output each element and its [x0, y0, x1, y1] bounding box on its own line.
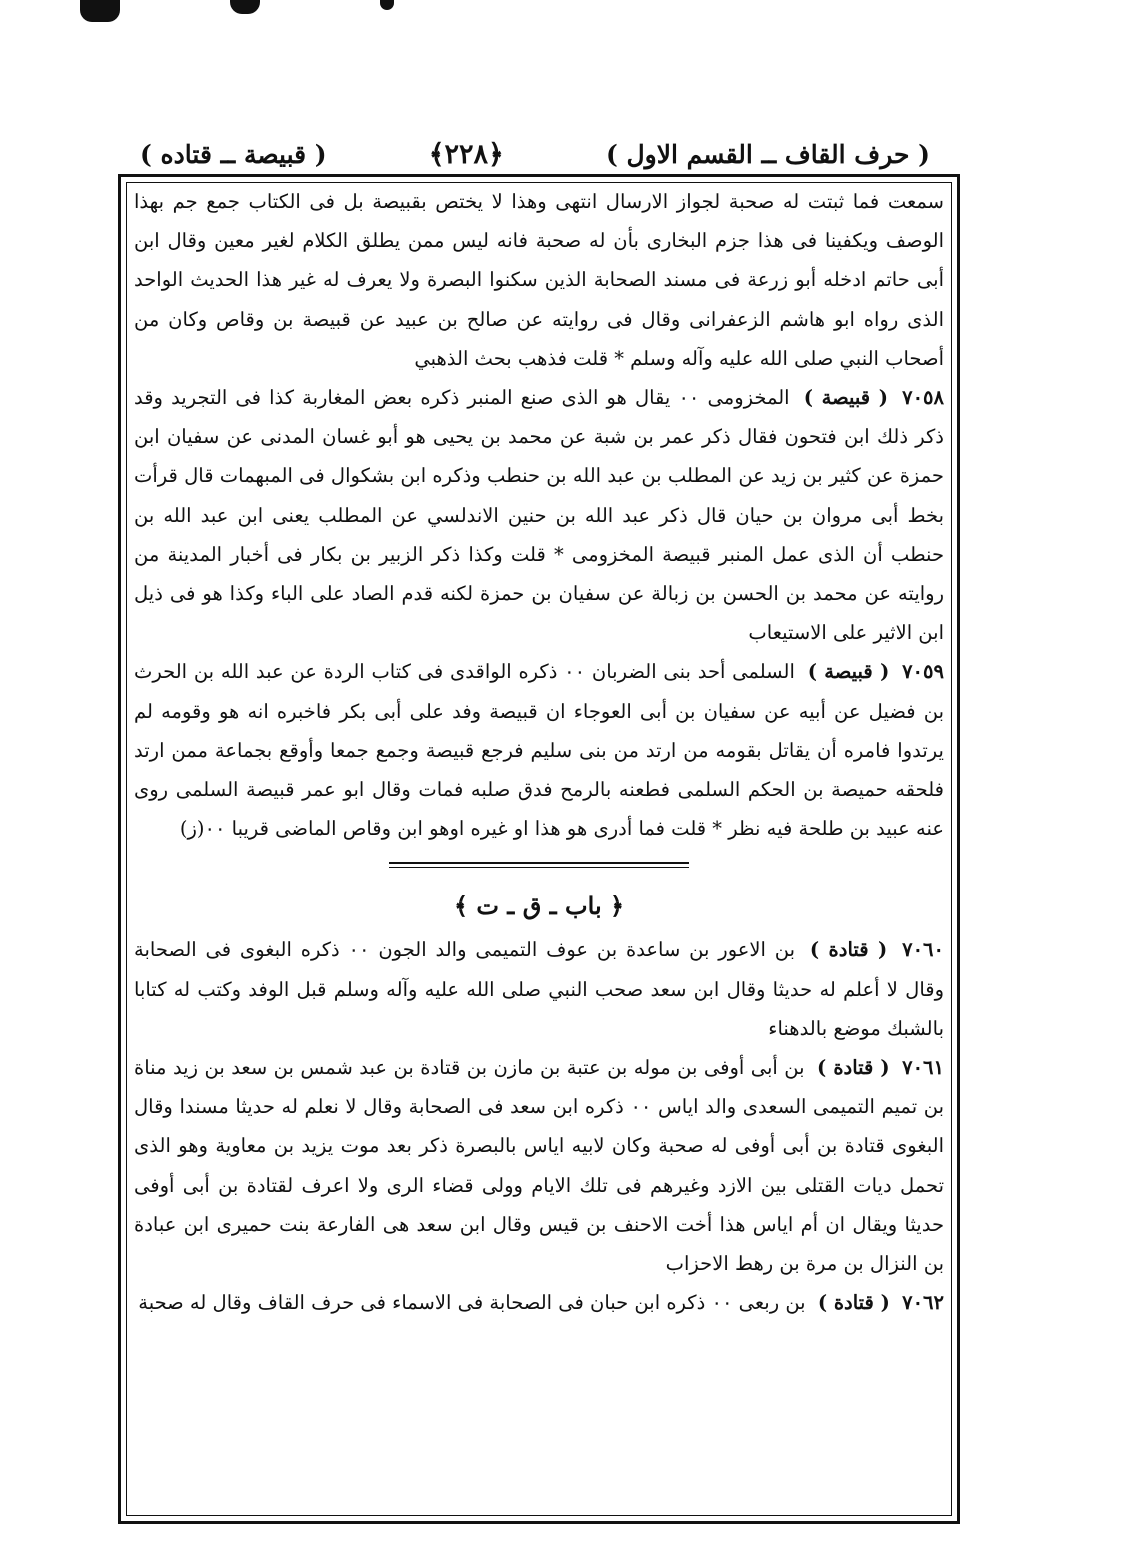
section-title: ﴿ باب ـ ق ـ ت ﴾: [453, 891, 625, 921]
continuation-paragraph: سمعت فما ثبتت له صحبة لجواز الارسال انتهى وهذا لا يختص بقبيصة بل فى الكتاب جمع جم بهذا الوصف ويكفينا فى هذا جزم البخارى بأن له صحبة فانه ليس ممن يطلق الكلام لغير معين وقال ابن أبى حاتم ادخله أبو زرعة فى مسند الصحابة الذين سكنوا البصرة ولا يعرف له غير هذا الحديث الواحد الذى رواه ابو هاشم الزعفرانى وقال فى روايته عن صالح بن عبيد عن قبيصة بن وقاص وكان من أصحاب النبي صلى الله عليه وآله وسلم * قلت فذهب بحث الذهبي: [134, 190, 944, 370]
entry-number: ٧٠٦١: [902, 1056, 945, 1080]
running-head-left: ( قبيصة ــ قتاده ): [140, 139, 327, 169]
page-body: [134, 182, 944, 1322]
ink-mark: [380, 0, 394, 10]
entry-headword: ( قبيصة ): [803, 386, 888, 410]
entry-headword: ( قتادة ): [817, 1291, 890, 1315]
entry-number: ٧٠٦٠: [902, 938, 945, 962]
entry-7059: [134, 652, 944, 848]
running-head-right: ( حرف القاف ــ القسم الاول ): [605, 139, 930, 169]
ink-mark: [230, 0, 260, 14]
entry-number: ٧٠٦٢: [902, 1291, 944, 1315]
entry-text: المخزومى ٠٠ يقال هو الذى صنع المنبر ذكره بعض المغاربة كذا فى التجريد وقد ذكر ذلك ابن فتحون فقال ذكر عمر بن شبة عن محمد بن يحيى هو أبو غسان المدنى عن سفيان ابن حمزة عن كثير بن زيد عن المطلب بن عبد الله بن حنطب وذكره ابن بشكوال فى المبهمات قال قرأت بخط أبى مروان بن حيان قال ذكر عبد الله بن حنين الاندلسي عن المطلب يعنى ابن عبد الله بن حنطب أن الذى عمل المنبر قبيصة المخزومى * قلت وكذا ذكر الزبير بن بكار فى أخبار المدينة من روايته عن محمد بن الحسن بن زبالة عن سفيان بن حمزة لكنه قدم الصاد على الباء وكذا هو فى ذيل ابن الاثير على الاستيعاب: [134, 386, 944, 645]
section-divider: [389, 862, 689, 868]
entry-text: بن أبى أوفى بن موله بن عتبة بن مازن بن قتادة بن عبد شمس بن سعد بن زيد مناة بن تميم التميمى السعدى والد اياس ٠٠ ذكره ابن سعد فى الصحابة وقال لا نعلم له حديثا مسندا وقال البغوى قتادة بن أبى أوفى له صحبة وكان لابيه اياس بالبصرة ذكر بعد موت يزيد بن معاوية وهو الذى تحمل ديات القتلى بين الازد وغيرهم فى تلك الايام وولى قضاء الرى ولا اعرف لقتادة بن أبى أوفى حديثا ويقال ان أم اياس هذا أخت الاحنف بن قيس وقال ابن سعد هى الفارعة بنت حميرى ابن عبادة بن النزال بن مرة بن رهط الاحزاب: [134, 1056, 944, 1276]
entry-headword: ( قتادة ): [817, 1056, 890, 1080]
entry-text: بن الاعور بن ساعدة بن عوف التميمى والد الجون ٠٠ ذكره البغوى فى الصحابة وقال لا أعلم له حديثا وقال ابن سعد صحب النبي صلى الله عليه وآله وسلم قبل الوفد وكتب له كتابا بالشبك موضع بالدهناء: [134, 938, 944, 1040]
page-number: ﴿٢٢٨﴾: [428, 138, 504, 170]
entry-number: ٧٠٥٨: [902, 386, 945, 410]
entry-7061: [134, 1048, 944, 1283]
entry-7062: [134, 1283, 944, 1322]
entry-headword: ( قبيصة ): [807, 660, 890, 684]
running-head: [140, 134, 930, 174]
entry-text: بن ربعى ٠٠ ذكره ابن حبان فى الصحابة فى الاسماء فى حرف القاف وقال له صحبة: [138, 1291, 806, 1315]
entry-headword: ( قتادة ): [809, 938, 888, 962]
ink-mark: [80, 0, 120, 22]
entry-7058: [134, 378, 944, 652]
entry-7060: [134, 930, 944, 1048]
entry-number: ٧٠٥٩: [902, 660, 944, 684]
entry-text: السلمى أحد بنى الضربان ٠٠ ذكره الواقدى فى كتاب الردة عن عبد الله بن الحرث بن فضيل عن أبيه عن سفيان بن أبى العوجاء ان قبيصة وفد على أبى بكر فاخبره انه هو وقومه لم يرتدوا فامره أن يقاتل بقومه من ارتد من بنى سليم فرجع قبيصة وجمع جمعا وأوقع بجماعة ممن ارتد فلحقه حميصة بن الحكم السلمى فطعنه بالرمح فدق صلبه فمات وقال ابو عمر قبيصة السلمى روى عنه عبيد بن طلحة فيه نظر * قلت فما أدرى هو هذا او غيره اوهو ابن وقاص الماضى قريبا ٠٠(ز): [134, 660, 944, 841]
